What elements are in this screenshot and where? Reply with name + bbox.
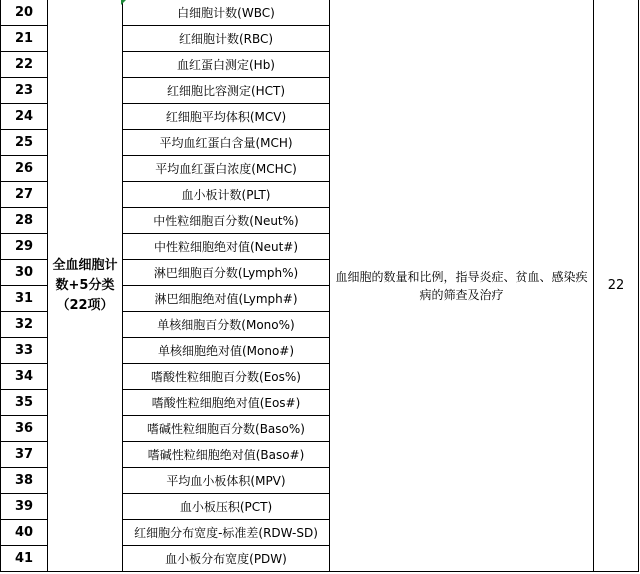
test-item-cell[interactable]: 血小板压积(PCT) bbox=[123, 494, 330, 520]
row-number-cell[interactable]: 24 bbox=[1, 104, 48, 130]
test-item-cell[interactable]: 淋巴细胞百分数(Lymph%) bbox=[123, 260, 330, 286]
row-number-cell[interactable]: 29 bbox=[1, 234, 48, 260]
test-item-cell[interactable]: 红细胞计数(RBC) bbox=[123, 26, 330, 52]
test-item-cell[interactable]: 嗜碱性粒细胞百分数(Baso%) bbox=[123, 416, 330, 442]
test-item-cell[interactable]: 平均血小板体积(MPV) bbox=[123, 468, 330, 494]
test-item-cell[interactable]: 嗜碱性粒细胞绝对值(Baso#) bbox=[123, 442, 330, 468]
row-number-cell[interactable]: 22 bbox=[1, 52, 48, 78]
row-number-cell[interactable]: 37 bbox=[1, 442, 48, 468]
row-number-cell[interactable]: 28 bbox=[1, 208, 48, 234]
category-cell[interactable] bbox=[48, 0, 123, 572]
test-item-cell[interactable]: 单核细胞百分数(Mono%) bbox=[123, 312, 330, 338]
row-number-cell[interactable]: 31 bbox=[1, 286, 48, 312]
table-body bbox=[1, 0, 639, 572]
description-cell[interactable] bbox=[330, 0, 594, 572]
row-number-cell[interactable]: 21 bbox=[1, 26, 48, 52]
row-number-cell[interactable]: 34 bbox=[1, 364, 48, 390]
test-item-cell[interactable]: 嗜酸性粒细胞百分数(Eos%) bbox=[123, 364, 330, 390]
row-number-cell[interactable]: 39 bbox=[1, 494, 48, 520]
category-text-line: （22项） bbox=[56, 297, 114, 313]
row-number-cell[interactable]: 30 bbox=[1, 260, 48, 286]
row-number-cell[interactable]: 41 bbox=[1, 546, 48, 572]
test-item-cell[interactable]: 红细胞分布宽度-标准差(RDW-SD) bbox=[123, 520, 330, 546]
row-number-cell[interactable]: 20 bbox=[1, 0, 48, 26]
row-number-cell[interactable]: 33 bbox=[1, 338, 48, 364]
test-item-cell[interactable]: 平均血红蛋白浓度(MCHC) bbox=[123, 156, 330, 182]
item-count-cell[interactable]: 22 bbox=[594, 0, 639, 572]
row-number-cell[interactable]: 25 bbox=[1, 130, 48, 156]
test-item-cell[interactable]: 红细胞平均体积(MCV) bbox=[123, 104, 330, 130]
test-item-cell[interactable]: 血小板分布宽度(PDW) bbox=[123, 546, 330, 572]
row-number-cell[interactable]: 26 bbox=[1, 156, 48, 182]
test-item-cell[interactable]: 中性粒细胞百分数(Neut%) bbox=[123, 208, 330, 234]
row-number-cell[interactable]: 35 bbox=[1, 390, 48, 416]
description-text-line: 血细胞的数量和比例，指导炎症、贫血、感染疾 bbox=[335, 269, 588, 284]
test-item-cell[interactable]: 中性粒细胞绝对值(Neut#) bbox=[123, 234, 330, 260]
row-number-cell[interactable]: 36 bbox=[1, 416, 48, 442]
row-number-cell[interactable]: 32 bbox=[1, 312, 48, 338]
test-item-cell[interactable]: 嗜酸性粒细胞绝对值(Eos#) bbox=[123, 390, 330, 416]
test-item-cell[interactable]: 淋巴细胞绝对值(Lymph#) bbox=[123, 286, 330, 312]
test-item-cell[interactable]: 红细胞比容测定(HCT) bbox=[123, 78, 330, 104]
row-number-cell[interactable]: 23 bbox=[1, 78, 48, 104]
row-number-cell[interactable]: 27 bbox=[1, 182, 48, 208]
test-item-cell[interactable]: 血红蛋白测定(Hb) bbox=[123, 52, 330, 78]
row-number-cell[interactable]: 38 bbox=[1, 468, 48, 494]
test-item-cell[interactable]: 血小板计数(PLT) bbox=[123, 182, 330, 208]
table-row bbox=[1, 0, 639, 26]
row-number-cell[interactable]: 40 bbox=[1, 520, 48, 546]
test-item-cell[interactable]: 单核细胞绝对值(Mono#) bbox=[123, 338, 330, 364]
test-item-cell[interactable]: 平均血红蛋白含量(MCH) bbox=[123, 130, 330, 156]
test-item-cell[interactable]: 白细胞计数(WBC) bbox=[123, 0, 330, 26]
cell-comment-indicator bbox=[121, 0, 126, 5]
category-text-line: 全血细胞计 bbox=[52, 257, 118, 273]
description-text-line: 病的筛查及治疗 bbox=[419, 287, 504, 302]
category-text-line: 数+5分类 bbox=[55, 277, 115, 293]
